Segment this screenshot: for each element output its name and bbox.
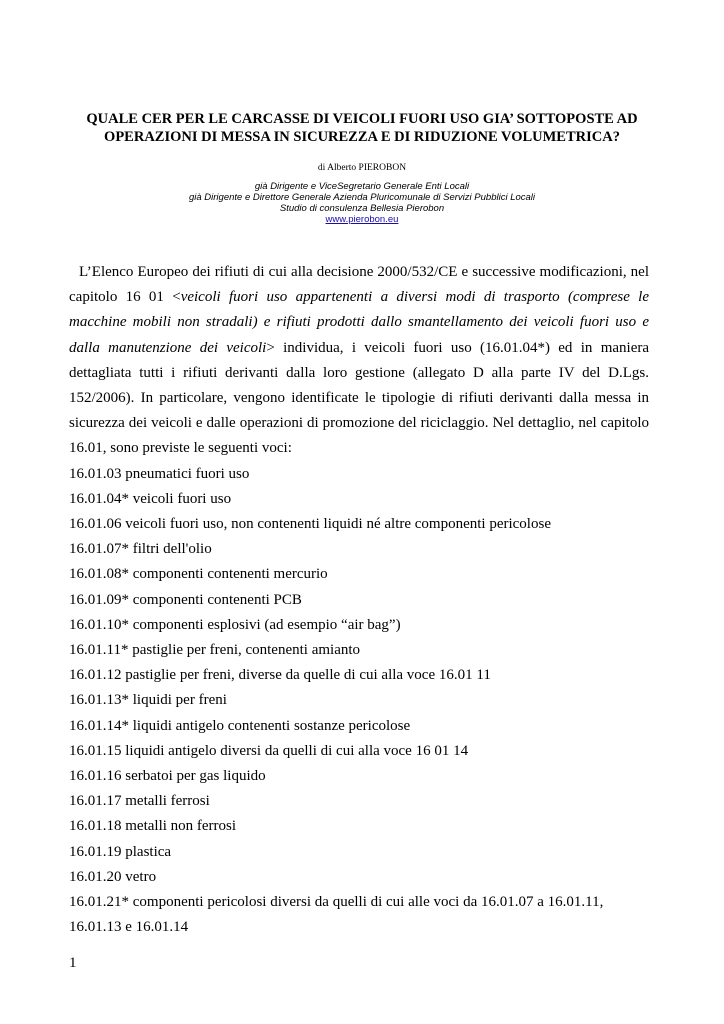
cer-code-item: 16.01.16 serbatoi per gas liquido [69,768,266,785]
cer-code-item: 16.01.17 metalli ferrosi [69,793,210,810]
intro-italic-quote: veicoli fuori uso appartenenti a diversi modi di trasporto (comprese le macchine mobili non stradali) e rifiuti prodotti dallo smantellamento dei veicoli fuori uso e dalla manutenzione dei veicoli [69,289,649,356]
affiliation-line: già Dirigente e Direttore Generale Azienda Pluricomunale di Servizi Pubblici Locali [188,192,536,203]
cer-code-item: 16.01.20 vetro [69,868,157,885]
cer-code-item: 16.01.09* componenti contenenti PCB [69,591,302,608]
intro-text: > individua, i veicoli fuori uso (16.01.04*) ed in maniera dettagliata tutti i rifiuti derivanti dalla loro gestione (allegato D alla parte IV del D.Lgs. 152/2006). In particolare, vengono identificate le tipologie di rifiuti derivanti dalla messa in sicurezza dei veicoli e dalle operazioni di promozione del riciclaggio. Nel dettaglio, nel capitolo 16.01, sono previste le seguenti voci: [69,339,649,457]
title-line-2: OPERAZIONI DI MESSA IN SICUREZZA E DI RIDUZIONE VOLUMETRICA? [104,129,620,145]
cer-code-item: 16.01.13* liquidi per freni [69,692,227,709]
author-affiliation [0,181,724,225]
cer-code-item: 16.01.07* filtri dell'olio [69,541,212,558]
document-body [69,260,649,940]
cer-code-list [69,462,649,941]
cer-code-item: 16.01.10* componenti esplosivi (ad esempio “air bag”) [69,616,401,633]
author-line: di Alberto PIEROBON [317,163,407,173]
document-title [60,110,664,146]
cer-code-item: 16.01.06 veicoli fuori uso, non contenenti liquidi né altre componenti pericolose [69,516,551,533]
cer-code-item: 16.01.14* liquidi antigelo contenenti sostanze pericolose [69,717,411,734]
cer-code-item: 16.01.21* componenti pericolosi diversi da quelli di cui alle voci da 16.01.07 a 16.01.11, 16.01.13 e 16.01.14 [69,894,604,936]
cer-code-item: 16.01.18 metalli non ferrosi [69,818,237,835]
cer-code-item: 16.01.11* pastiglie per freni, contenenti amianto [69,642,361,659]
cer-code-item: 16.01.19 plastica [69,843,172,860]
page-number: 1 [69,955,77,971]
cer-code-item: 16.01.15 liquidi antigelo diversi da quelli di cui alla voce 16 01 14 [69,742,469,759]
cer-code-item: 16.01.12 pastiglie per freni, diverse da quelle di cui alla voce 16.01 11 [69,667,491,684]
cer-code-item: 16.01.08* componenti contenenti mercurio [69,566,328,583]
title-line-1: QUALE CER PER LE CARCASSE DI VEICOLI FUORI USO GIA’ SOTTOPOSTE AD [86,111,638,127]
cer-code-item: 16.01.04* veicoli fuori uso [69,490,232,507]
intro-text: L’Elenco Europeo dei rifiuti di cui alla decisione 2000/532/CE e successive modificazioni, nel capitolo 16 01 < [69,264,649,306]
website-link[interactable]: www.pierobon.eu [325,214,399,225]
affiliation-line: già Dirigente e ViceSegretario Generale Enti Locali [254,181,470,192]
affiliation-line: Studio di consulenza Bellesia Pierobon [279,203,445,214]
cer-code-item: 16.01.03 pneumatici fuori uso [69,465,250,482]
intro-paragraph [69,260,649,462]
